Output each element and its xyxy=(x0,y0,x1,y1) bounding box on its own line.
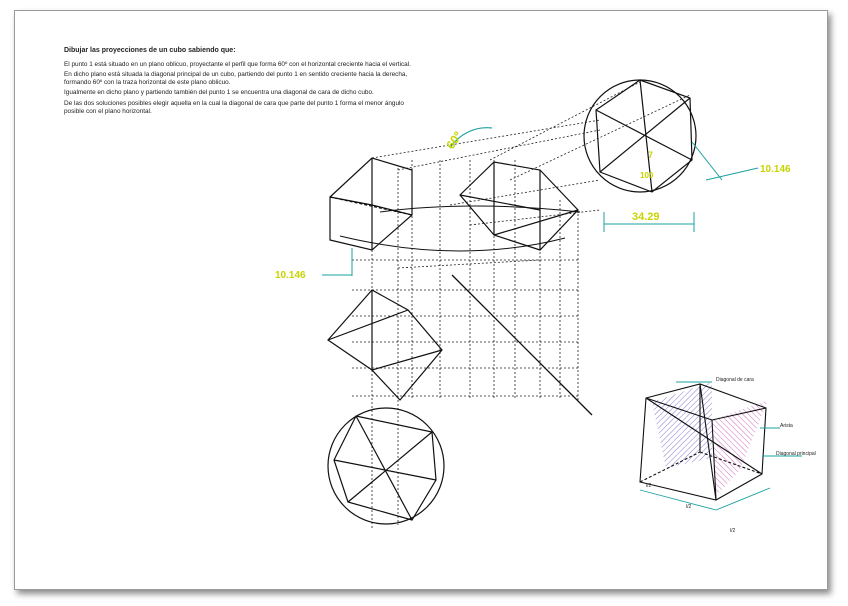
angle-label: 60º xyxy=(443,129,465,152)
detail-seg-1: l/2 xyxy=(646,483,652,489)
statement-title: Dibujar las proyecciones de un cubo sabiendo que: xyxy=(64,47,236,54)
detail-label-principal-diagonal: Diagonal principal xyxy=(776,451,816,457)
detail-cube xyxy=(640,382,802,510)
dimension-right-label: 10.146 xyxy=(760,164,791,175)
construction-lines xyxy=(352,82,690,530)
detail-seg-3: l/2 xyxy=(730,528,736,534)
dimension-bottom-label: 34.29 xyxy=(632,211,660,223)
statement-paragraph-2: En dicho plano está situada la diagonal principal de un cubo, partiendo del punto 1 en sentido creciente hacia la derecha, formando 60º con la traza horizontal de este plano oblicuo. xyxy=(64,71,408,86)
statement-paragraph-1: El punto 1 está situado en un plano oblicuo, proyectante el perfil que forma 60º con el horizontal creciente hacia el vertical. xyxy=(64,60,411,68)
principal-diagonal xyxy=(452,275,592,415)
dimension-inner-label-2: 100 xyxy=(640,171,654,180)
arc-line-2 xyxy=(380,206,580,212)
detail-label-edge: Arista xyxy=(780,423,793,429)
dimension-left xyxy=(322,248,352,276)
detail-seg-2: l/2 xyxy=(686,504,692,510)
statement-paragraph-3: Igualmente en dicho plano y partiendo también del punto 1 se encuentra una diagonal de cara de dicho cubo. xyxy=(64,89,374,97)
statement-paragraph-4: De las dos soluciones posibles elegir aquella en la cual la diagonal de cara que parte del punto 1 forma el menor ángulo posible con el plano horizontal. xyxy=(64,99,404,115)
detail-label-face-diagonal: Diagonal de cara xyxy=(716,377,754,383)
dimension-right xyxy=(692,142,758,180)
dimension-inner-label: 7 xyxy=(648,150,654,160)
circle-projection-bottom xyxy=(328,408,444,524)
cube-front-view xyxy=(328,290,442,400)
dimension-left-label: 10.146 xyxy=(275,270,306,281)
